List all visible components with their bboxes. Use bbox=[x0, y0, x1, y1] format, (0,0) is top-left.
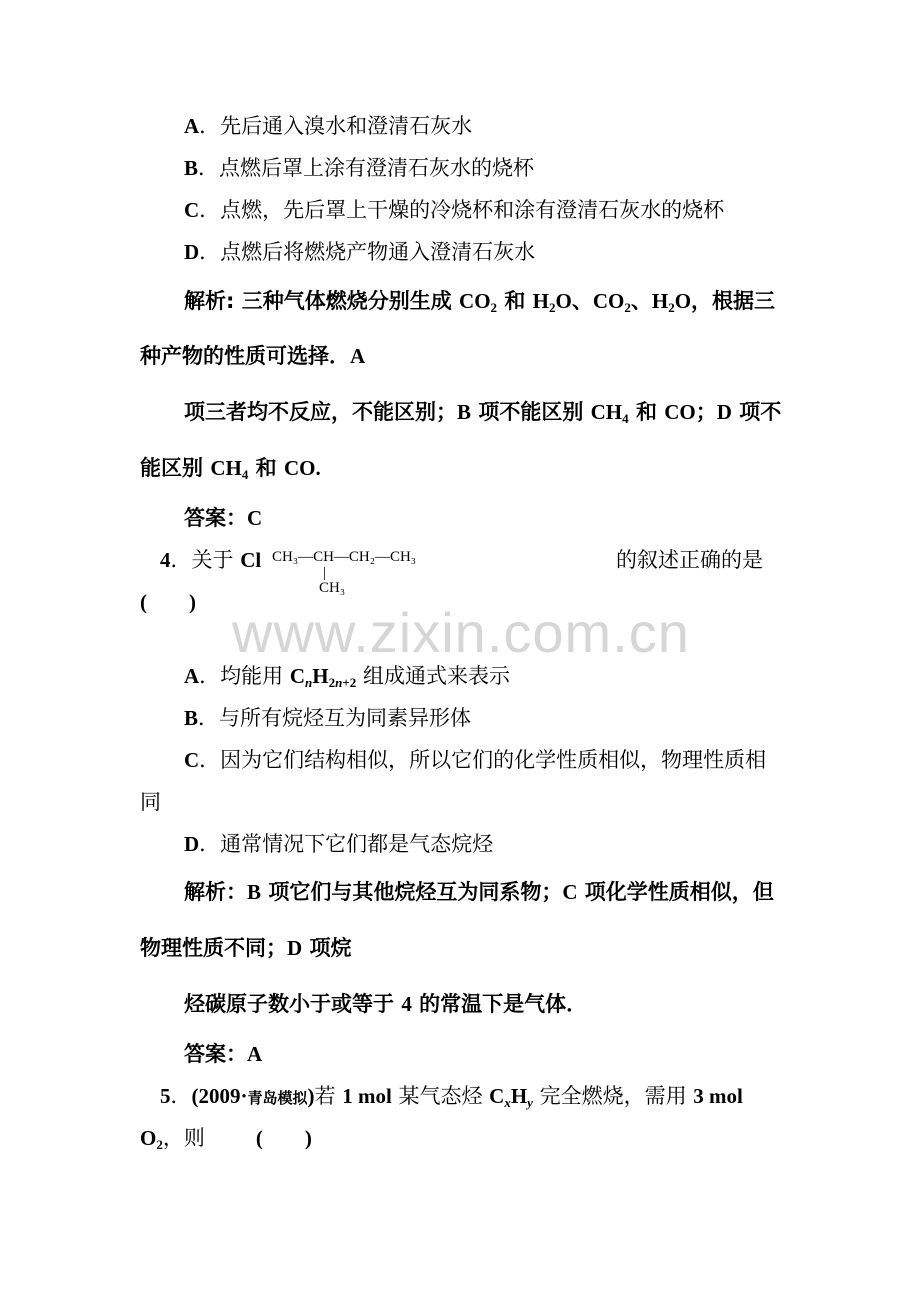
q3-answer: 答案：C bbox=[184, 506, 263, 530]
q3-option-d: D．点燃后将燃烧产物通入澄清石灰水 bbox=[184, 240, 536, 264]
q5-stem-cont: $O_2$，则 ( ) bbox=[140, 1126, 312, 1152]
q4-stem: 4．关于 Cl bbox=[160, 548, 262, 572]
q3-option-b: B．点燃后罩上涂有澄清石灰水的烧杯 bbox=[184, 156, 535, 180]
q4-answer: 答案：A bbox=[184, 1042, 263, 1066]
q4-option-d: D．通常情况下它们都是气态烷烃 bbox=[184, 832, 494, 856]
q4-option-c-cont: 同 bbox=[140, 790, 161, 814]
watermark: www.zixin.com.cn bbox=[232, 601, 690, 664]
q3-option-c: C．点燃，先后罩上干燥的冷烧杯和涂有澄清石灰水的烧杯 bbox=[184, 198, 725, 222]
q4-formula-branch: CH₃ bbox=[319, 580, 346, 596]
q4-option-c: C．因为它们结构相似，所以它们的化学性质相似，物理性质相 bbox=[184, 748, 767, 772]
q4-option-b: B．与所有烷烃互为同素异形体 bbox=[184, 706, 472, 730]
q4-bracket: ( ) bbox=[140, 590, 196, 614]
q5-stem: 5．(2009·青岛模拟)若 1 mol 某气态烃 $C_xH_y$ 完全燃烧，需用 3 mol bbox=[160, 1084, 743, 1110]
q3-analysis-line-2: 种产物的性质可选择．A bbox=[140, 344, 366, 368]
q3-option-a: A．先后通入溴水和澄清石灰水 bbox=[184, 114, 473, 138]
q4-analysis-line-2: 物理性质不同；D 项烷 bbox=[140, 936, 352, 960]
q4-option-a: A．均能用 $C_nH_{2n+2}$ 组成通式来表示 bbox=[184, 664, 510, 690]
q4-formula-main-chain: CH₃—CH—CH₂—CH₃ bbox=[272, 549, 417, 565]
q3-analysis-line-4: 能区别 $CH_4$ 和 CO. bbox=[140, 456, 321, 482]
q3-analysis-line-1: 解析: 三种气体燃烧分别生成 $CO_2$ 和 $H_2O$、$CO_2$、$H_2O$，根据三 bbox=[184, 289, 776, 315]
q4-analysis-line-3: 烃碳原子数小于或等于 4 的常温下是气体． bbox=[184, 992, 588, 1016]
q4-structural-formula bbox=[272, 549, 416, 597]
q4-formula-bond: | bbox=[323, 565, 327, 581]
q4-analysis-line-1: 解析：B 项它们与其他烷烃互为同系物；C 项化学性质相似，但 bbox=[184, 880, 774, 904]
q4-stem-tail: 的叙述正确的是 bbox=[616, 548, 763, 572]
q3-analysis-line-3: 项三者均不反应，不能区别；B 项不能区别 $CH_4$ 和 CO；D 项不 bbox=[184, 400, 782, 426]
